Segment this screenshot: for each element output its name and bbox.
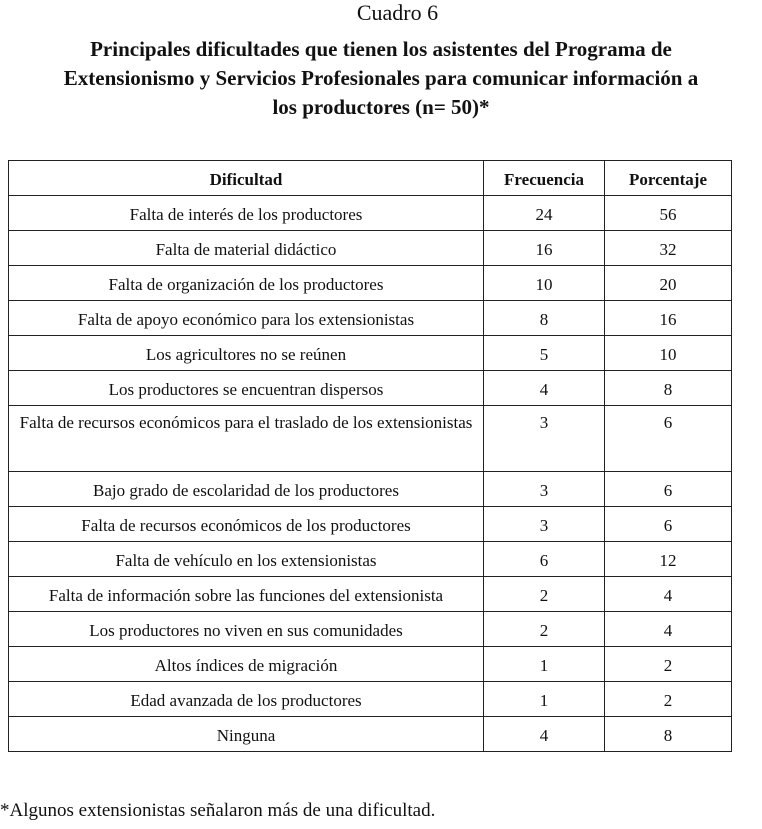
cell-frecuencia: 24	[484, 196, 605, 231]
table-row	[9, 717, 732, 752]
cell-dificultad: Los productores no viven en sus comunidades	[9, 612, 484, 647]
table-row	[9, 406, 732, 472]
header-porcentaje: Porcentaje	[605, 161, 732, 196]
table-caption: Cuadro 6	[356, 0, 439, 25]
cell-dificultad: Edad avanzada de los productores	[9, 682, 484, 717]
cell-porcentaje: 10	[605, 336, 732, 371]
cell-porcentaje: 4	[605, 577, 732, 612]
difficulties-table	[8, 160, 732, 752]
cell-frecuencia: 16	[484, 231, 605, 266]
cell-dificultad: Bajo grado de escolaridad de los productores	[9, 472, 484, 507]
cell-dificultad: Falta de interés de los productores	[9, 196, 484, 231]
cell-dificultad: Falta de información sobre las funciones del extensionista	[9, 577, 484, 612]
cell-frecuencia: 2	[484, 577, 605, 612]
cell-porcentaje: 6	[605, 472, 732, 507]
table-row	[9, 336, 732, 371]
cell-porcentaje: 6	[605, 507, 732, 542]
header-frecuencia: Frecuencia	[484, 161, 605, 196]
table-row	[9, 542, 732, 577]
cell-frecuencia: 5	[484, 336, 605, 371]
cell-porcentaje: 2	[605, 647, 732, 682]
table-row	[9, 266, 732, 301]
table-row	[9, 612, 732, 647]
cell-dificultad: Falta de recursos económicos de los productores	[9, 507, 484, 542]
table-row	[9, 301, 732, 336]
cell-frecuencia: 10	[484, 266, 605, 301]
header-dificultad: Dificultad	[9, 161, 484, 196]
cell-dificultad: Falta de organización de los productores	[9, 266, 484, 301]
table-row	[9, 577, 732, 612]
cell-frecuencia: 1	[484, 682, 605, 717]
cell-porcentaje: 56	[605, 196, 732, 231]
cell-porcentaje: 12	[605, 542, 732, 577]
cell-porcentaje: 16	[605, 301, 732, 336]
cell-dificultad: Falta de apoyo económico para los extensionistas	[9, 301, 484, 336]
header-row	[9, 161, 732, 196]
table-row	[9, 682, 732, 717]
cell-porcentaje: 4	[605, 612, 732, 647]
cell-frecuencia: 4	[484, 717, 605, 752]
cell-dificultad: Los productores se encuentran dispersos	[9, 371, 484, 406]
table-row	[9, 196, 732, 231]
title-line: Extensionismo y Servicios Profesionales para comunicar información a	[63, 66, 699, 90]
cell-dificultad: Falta de material didáctico	[9, 231, 484, 266]
footnote: *Algunos extensionistas señalaron más de una dificultad.	[0, 800, 436, 821]
cell-frecuencia: 2	[484, 612, 605, 647]
cell-porcentaje: 2	[605, 682, 732, 717]
table-row	[9, 472, 732, 507]
table-row	[9, 231, 732, 266]
cell-frecuencia: 8	[484, 301, 605, 336]
cell-frecuencia: 4	[484, 371, 605, 406]
cell-frecuencia: 3	[484, 472, 605, 507]
cell-porcentaje: 8	[605, 371, 732, 406]
cell-porcentaje: 6	[605, 406, 732, 472]
table-title	[0, 35, 762, 122]
cell-frecuencia: 3	[484, 406, 605, 472]
cell-porcentaje: 32	[605, 231, 732, 266]
cell-dificultad: Falta de recursos económicos para el traslado de los extensionistas	[9, 406, 484, 472]
cell-porcentaje: 8	[605, 717, 732, 752]
cell-porcentaje: 20	[605, 266, 732, 301]
cell-frecuencia: 3	[484, 507, 605, 542]
title-line: los productores (n= 50)*	[272, 95, 490, 119]
cell-frecuencia: 1	[484, 647, 605, 682]
table-row	[9, 371, 732, 406]
table-row	[9, 647, 732, 682]
title-line: Principales dificultades que tienen los asistentes del Programa de	[90, 37, 672, 61]
cell-frecuencia: 6	[484, 542, 605, 577]
table-row	[9, 507, 732, 542]
cell-dificultad: Altos índices de migración	[9, 647, 484, 682]
cell-dificultad: Los agricultores no se reúnen	[9, 336, 484, 371]
cell-dificultad: Ninguna	[9, 717, 484, 752]
cell-dificultad: Falta de vehículo en los extensionistas	[9, 542, 484, 577]
